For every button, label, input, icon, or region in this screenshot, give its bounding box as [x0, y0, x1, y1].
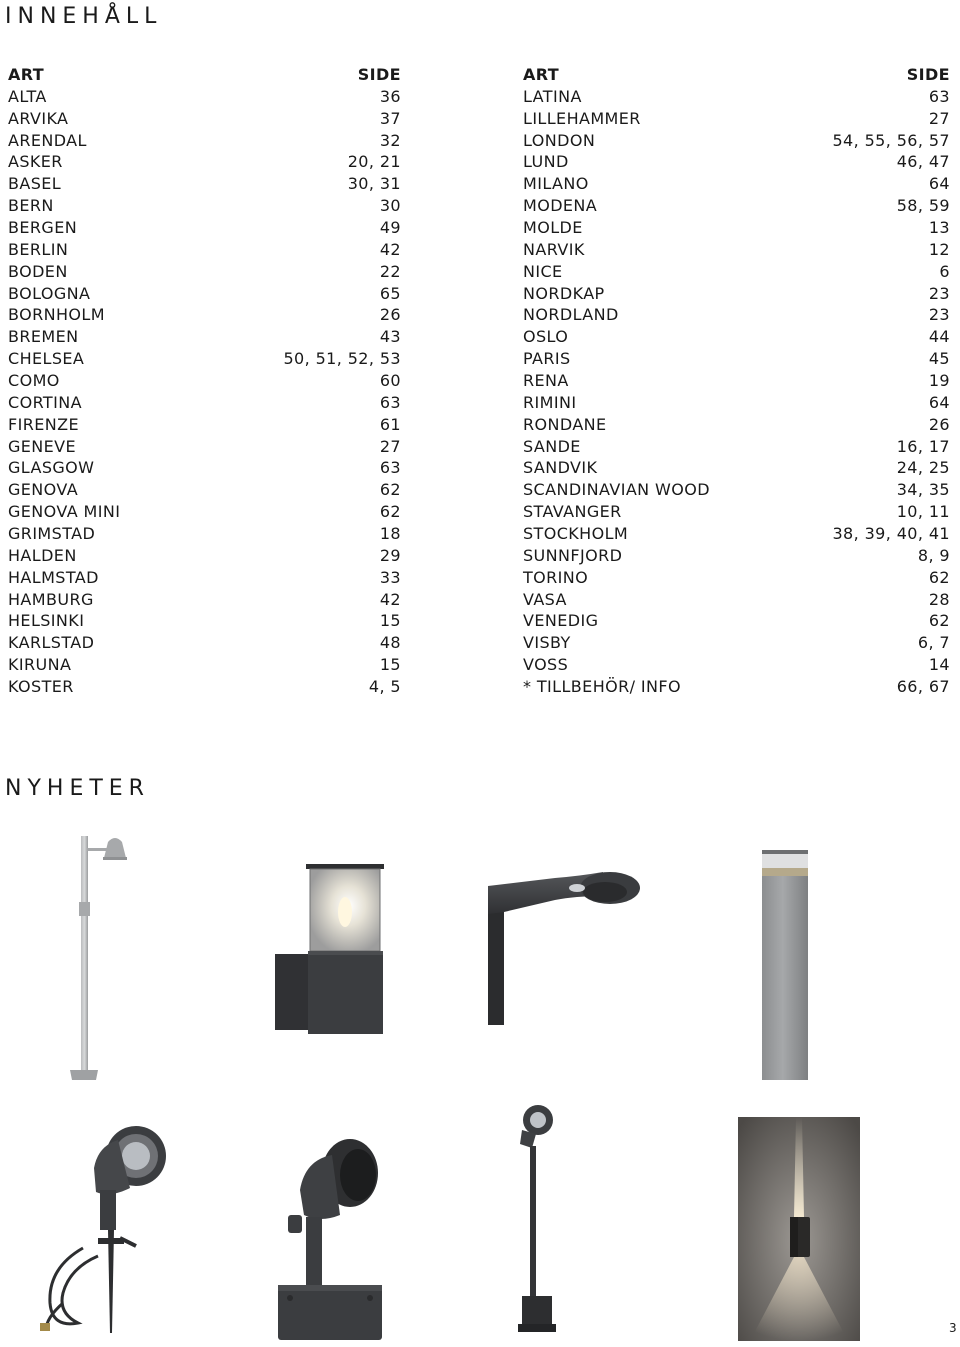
index-row [523, 676, 950, 698]
index-row [8, 654, 401, 676]
index-row [8, 130, 401, 152]
index-entry-name: VISBY [523, 633, 571, 653]
index-entry-page: 43 [379, 327, 401, 347]
index-entry-page: 50, 51, 52, 53 [283, 349, 401, 369]
index-row [8, 239, 401, 261]
index-row [523, 523, 950, 545]
index-entry-page: 49 [379, 218, 401, 238]
index-row [523, 610, 950, 632]
index-entry-page: 16, 17 [896, 436, 950, 456]
index-entry-name: BERGEN [8, 218, 78, 238]
index-entry-page: 64 [928, 392, 950, 412]
index-entry-name: BODEN [8, 261, 68, 281]
index-row [523, 457, 950, 479]
index-row [8, 304, 401, 326]
index-entry-page: 62 [379, 480, 401, 500]
index-row [523, 436, 950, 458]
index-entry-page: 61 [379, 414, 401, 434]
index-entry-page: 58, 59 [896, 196, 950, 216]
index-entry-name: HAMBURG [8, 589, 94, 609]
index-row [8, 523, 401, 545]
index-entry-name: ARENDAL [8, 130, 87, 150]
index-row [523, 589, 950, 611]
index-entry-name: RONDANE [523, 414, 607, 434]
index-entry-page: 28 [928, 589, 950, 609]
index-entry-name: KIRUNA [8, 655, 72, 675]
index-row [523, 86, 950, 108]
index-column-right [523, 64, 950, 698]
index-entry-name: BERN [8, 196, 54, 216]
art-column-header: ART [523, 65, 560, 84]
street-light-head-image [485, 866, 645, 1028]
index-row [523, 501, 950, 523]
index-entry-name: NICE [523, 261, 563, 281]
index-row [523, 348, 950, 370]
index-entry-name: PARIS [523, 349, 571, 369]
index-entry-page: 13 [928, 218, 950, 238]
index-entry-page: 66, 67 [896, 677, 950, 697]
index-entry-page: 19 [928, 371, 950, 391]
index-row [8, 151, 401, 173]
index-row [8, 479, 401, 501]
index-row [523, 283, 950, 305]
index-entry-name: NARVIK [523, 239, 585, 259]
index-entry-name: ASKER [8, 152, 63, 172]
index-entry-page: 15 [379, 655, 401, 675]
index-entry-page: 30, 31 [347, 174, 401, 194]
index-row [8, 348, 401, 370]
index-entry-name: NORDKAP [523, 283, 605, 303]
index-entry-name: VOSS [523, 655, 569, 675]
index-entry-page: 26 [928, 414, 950, 434]
page-number: 3 [949, 1321, 957, 1335]
index-row [523, 195, 950, 217]
index-row [8, 283, 401, 305]
index-entry-name: STOCKHOLM [523, 524, 629, 544]
index-entry-name: BASEL [8, 174, 62, 194]
index-row [523, 414, 950, 436]
index-entry-name: LONDON [523, 130, 596, 150]
index-entry-name: VASA [523, 589, 567, 609]
index-row [8, 392, 401, 414]
index-row [8, 457, 401, 479]
index-row [8, 676, 401, 698]
index-entry-name: GLASGOW [8, 458, 95, 478]
index-entry-name: RIMINI [523, 392, 577, 412]
index-row [523, 654, 950, 676]
index-entry-name: HELSINKI [8, 611, 85, 631]
index-entry-page: 65 [379, 283, 401, 303]
stem-spotlight-image [510, 1100, 570, 1340]
index-entry-page: 22 [379, 261, 401, 281]
index-entry-page: 54, 55, 56, 57 [832, 130, 950, 150]
index-entry-page: 48 [379, 633, 401, 653]
index-entry-page: 15 [379, 611, 401, 631]
index-row [8, 545, 401, 567]
index-entry-page: 4, 5 [368, 677, 401, 697]
index-entry-name: CORTINA [8, 392, 82, 412]
index-row [523, 632, 950, 654]
spike-spotlight-image [38, 1118, 188, 1338]
index-entry-name: GENOVA MINI [8, 502, 121, 522]
index-row [523, 151, 950, 173]
index-entry-page: 63 [379, 458, 401, 478]
index-entry-page: 63 [379, 392, 401, 412]
index-entry-page: 8, 9 [917, 545, 950, 565]
index-row [8, 217, 401, 239]
index-entry-name: STAVANGER [523, 502, 622, 522]
index-entry-name: KOSTER [8, 677, 74, 697]
index-entry-page: 6 [939, 261, 950, 281]
index-entry-page: 63 [928, 86, 950, 106]
index-row [8, 326, 401, 348]
wall-up-down-light-image [738, 1117, 860, 1341]
index-entry-page: 37 [379, 108, 401, 128]
index-entry-page: 36 [379, 86, 401, 106]
index-row [8, 108, 401, 130]
index-entry-page: 23 [928, 283, 950, 303]
art-column-header: ART [8, 65, 45, 84]
index-row [523, 261, 950, 283]
index-row [8, 436, 401, 458]
index-entry-page: 6, 7 [917, 633, 950, 653]
index-entry-name: FIRENZE [8, 414, 79, 434]
index-row [523, 217, 950, 239]
index-entry-page: 33 [379, 567, 401, 587]
index-row [8, 632, 401, 654]
index-entry-page: 27 [928, 108, 950, 128]
index-entry-page: 20, 21 [347, 152, 401, 172]
index-entry-page: 29 [379, 545, 401, 565]
street-lamp-post-image [60, 832, 140, 1082]
index-entry-page: 26 [379, 305, 401, 325]
index-row [8, 414, 401, 436]
page-column-header: SIDE [357, 65, 401, 84]
index-header-row [523, 64, 950, 86]
index-entry-name: BORNHOLM [8, 305, 105, 325]
index-entry-name: ARVIKA [8, 108, 69, 128]
index-entry-name: VENEDIG [523, 611, 599, 631]
index-entry-page: 32 [379, 130, 401, 150]
index-entry-page: 10, 11 [896, 502, 950, 522]
index-entry-name: HALDEN [8, 545, 77, 565]
index-entry-name: GENOVA [8, 480, 79, 500]
index-entry-name: BERLIN [8, 239, 69, 259]
index-row [523, 479, 950, 501]
index-row [523, 239, 950, 261]
index-entry-page: 42 [379, 589, 401, 609]
index-entry-page: 23 [928, 305, 950, 325]
index-row [523, 392, 950, 414]
index-entry-page: 44 [928, 327, 950, 347]
index-entry-page: 12 [928, 239, 950, 259]
bollard-light-image [760, 848, 810, 1083]
index-entry-name: SCANDINAVIAN WOOD [523, 480, 710, 500]
index-entry-name: OSLO [523, 327, 569, 347]
index-row [523, 304, 950, 326]
index-entry-name: CHELSEA [8, 349, 85, 369]
index-entry-page: 24, 25 [896, 458, 950, 478]
index-entry-name: SANDE [523, 436, 581, 456]
index-entry-name: LUND [523, 152, 569, 172]
index-row [8, 501, 401, 523]
index-entry-name: GRIMSTAD [8, 524, 96, 544]
index-entry-name: BREMEN [8, 327, 79, 347]
index-entry-name: LATINA [523, 86, 582, 106]
index-entry-name: COMO [8, 371, 60, 391]
index-row [523, 326, 950, 348]
index-entry-page: 62 [379, 502, 401, 522]
index-entry-name: KARLSTAD [8, 633, 95, 653]
index-entry-page: 46, 47 [896, 152, 950, 172]
contents-heading: INNEHÅLL [5, 4, 163, 29]
news-heading: NYHETER [5, 776, 150, 801]
index-row [523, 130, 950, 152]
index-row [8, 86, 401, 108]
index-header-row [8, 64, 401, 86]
index-entry-name: LILLEHAMMER [523, 108, 641, 128]
index-entry-page: 30 [379, 196, 401, 216]
index-row [523, 108, 950, 130]
index-row [8, 261, 401, 283]
index-row [8, 589, 401, 611]
index-entry-page: 64 [928, 174, 950, 194]
index-row [8, 195, 401, 217]
index-entry-name: MILANO [523, 174, 589, 194]
wall-lantern-image [272, 862, 387, 1037]
index-entry-name: ALTA [8, 86, 47, 106]
index-entry-name: MODENA [523, 196, 598, 216]
index-entry-page: 62 [928, 567, 950, 587]
index-row [523, 545, 950, 567]
index-entry-page: 34, 35 [896, 480, 950, 500]
index-row [523, 370, 950, 392]
page-column-header: SIDE [906, 65, 950, 84]
index-entry-name: MOLDE [523, 218, 583, 238]
index-entry-page: 45 [928, 349, 950, 369]
index-row [523, 173, 950, 195]
index-entry-page: 60 [379, 371, 401, 391]
index-row [8, 173, 401, 195]
index-row [8, 370, 401, 392]
index-row [523, 567, 950, 589]
index-entry-page: 42 [379, 239, 401, 259]
index-entry-name: GENEVE [8, 436, 77, 456]
index-entry-name: SUNNFJORD [523, 545, 623, 565]
index-entry-name: TORINO [523, 567, 589, 587]
index-entry-page: 62 [928, 611, 950, 631]
index-entry-page: 18 [379, 524, 401, 544]
index-entry-name: SANDVIK [523, 458, 598, 478]
index-column-left [8, 64, 401, 698]
index-entry-name: BOLOGNA [8, 283, 91, 303]
index-row [8, 567, 401, 589]
index-entry-page: 27 [379, 436, 401, 456]
index-entry-page: 14 [928, 655, 950, 675]
index-row [8, 610, 401, 632]
box-spotlight-image [270, 1135, 390, 1345]
index-entry-name: HALMSTAD [8, 567, 99, 587]
index-entry-name: * TILLBEHÖR/ INFO [523, 677, 681, 697]
index-entry-name: RENA [523, 371, 569, 391]
index-entry-page: 38, 39, 40, 41 [832, 524, 950, 544]
index-entry-name: NORDLAND [523, 305, 619, 325]
